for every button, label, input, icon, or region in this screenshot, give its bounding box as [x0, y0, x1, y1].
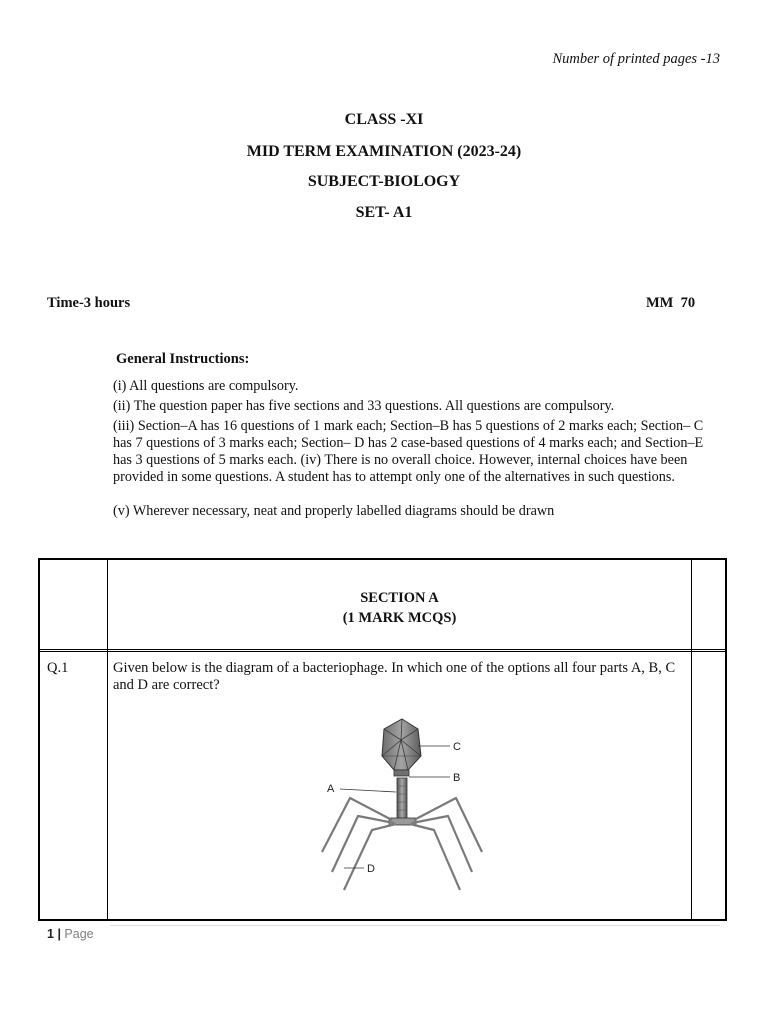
instruction-item: (i) All questions are compulsory. — [113, 378, 299, 394]
section-subtitle: (1 MARK MCQS) — [342, 610, 457, 626]
label-d: D — [367, 863, 375, 875]
section-heading — [107, 588, 692, 628]
time-duration: Time-3 hours — [47, 295, 131, 311]
table-row-divider — [40, 649, 725, 652]
printed-pages-note: Number of printed pages -13 — [552, 51, 720, 67]
exam-title: MID TERM EXAMINATION (2023-24) — [246, 143, 522, 160]
footer-rule — [110, 925, 720, 926]
label-c: C — [453, 741, 461, 753]
question-number: Q.1 — [47, 660, 69, 676]
label-a: A — [327, 783, 335, 795]
subject-title: SUBJECT-BIOLOGY — [307, 173, 461, 190]
instruction-item: (v) Wherever necessary, neat and properly labelled diagrams should be drawn — [113, 503, 555, 519]
phage-tail — [397, 778, 407, 818]
footer-separator: | — [57, 927, 61, 941]
instruction-item: (ii) The question paper has five sections and 33 questions. All questions are compulsory. — [113, 398, 615, 414]
page-number: 1 — [47, 927, 54, 941]
phage-collar — [394, 770, 409, 776]
question-text: Given below is the diagram of a bacteriophage. In which one of the options all four parts A, B, C and D are correct? — [113, 660, 676, 693]
max-marks: MM 70 — [646, 295, 696, 311]
label-b: B — [453, 772, 461, 784]
instruction-item: (iii) Section–A has 16 questions of 1 mark each; Section–B has 5 questions of 2 marks each; Section– C has 7 questions of 3 marks each; Section– D has 2 case-based questions of 4 marks each; and Section–E has 3 questions of 5 marks each. (iv) There is no overall choice. However, internal choices have been provided in some questions. A student has to attempt only one of the alternatives in such questions. — [113, 418, 704, 485]
page-footer — [47, 927, 94, 941]
set-title: SET- A1 — [355, 204, 413, 221]
phage-head — [382, 719, 421, 770]
instructions-heading: General Instructions: — [116, 351, 250, 367]
section-title: SECTION A — [360, 590, 439, 606]
bacteriophage-diagram — [310, 712, 490, 912]
class-title: CLASS -XI — [344, 111, 424, 128]
page-word: Page — [64, 927, 94, 941]
